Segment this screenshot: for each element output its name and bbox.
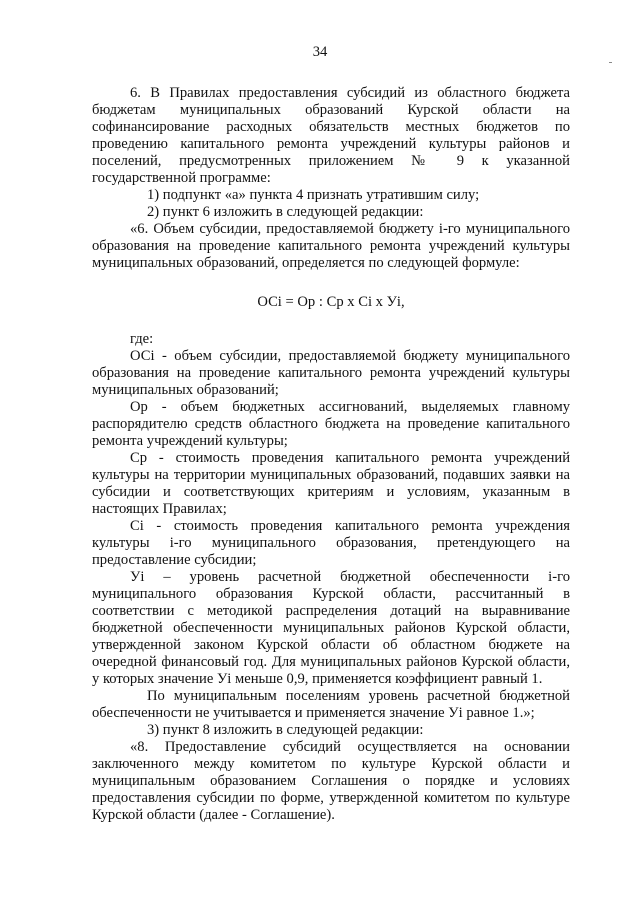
definition-si: Сi - стоимость проведения капитального ремонта учреждения культуры i-го муниципального образования, претендующего на предоставление субсидии; xyxy=(92,518,570,568)
page-number: 34 xyxy=(312,44,328,60)
definition-ui: Уi – уровень расчетной бюджетной обеспеченности i-го муниципального образования Курской области, рассчитанный в соответствии с методикой распределения дотаций на выравнивание бюджетной обеспеченности муниципальных районов Курской области, утвержденной законом Курской области об областном бюджете на очередной финансовый год. Для муниципальных районов Курской области, у которых значение Уi меньше 0,9, применяется коэффициент равный 1. xyxy=(92,569,570,687)
paragraph-where: где: xyxy=(130,331,154,347)
definition-osi: ОСi - объем субсидии, предоставляемой бюджету муниципального образования на проведение капитального ремонта учреждений культуры муниципальных образований; xyxy=(92,348,570,398)
paragraph-clause-8: «8. Предоставление субсидий осуществляется на основании заключенного между комитетом по культуре Курской области и муниципальным образованием Соглашения о порядке и условиях предоставления субсидии по форме, утвержденной комитетом по культуре Курской области (далее - Соглашение). xyxy=(92,739,570,823)
paragraph-item-2: 2) пункт 6 изложить в следующей редакции: xyxy=(147,204,424,220)
paragraph-settlements: По муниципальным поселениям уровень расчетной бюджетной обеспеченности не учитывается и применяется значение Уi равное 1.»; xyxy=(92,688,570,721)
definition-or: Ор - объем бюджетных ассигнований, выделяемых главному распорядителю средств областного бюджета на проведение капитального ремонта учреждений культуры; xyxy=(92,399,570,449)
scan-mark xyxy=(609,62,612,63)
document-body xyxy=(92,85,570,824)
paragraph-item-3: 3) пункт 8 изложить в следующей редакции: xyxy=(147,722,424,738)
paragraph-6-intro: 6. В Правилах предоставления субсидий из областного бюджета бюджетам муниципальных образований Курской области на софинансирование расходных обязательств местных бюджетов по проведению капитального ремонта учреждений культуры районов и поселений, предусмотренных приложением № 9 к указанной государственной программе: xyxy=(92,85,570,186)
paragraph-item-1: 1) подпункт «а» пункта 4 признать утратившим силу; xyxy=(147,187,480,203)
paragraph-clause-6: «6. Объем субсидии, предоставляемой бюджету i-го муниципального образования на проведение капитального ремонта учреждений культуры муниципальных образований, определяется по следующей формуле: xyxy=(92,221,570,271)
definition-sr: Ср - стоимость проведения капитального ремонта учреждений культуры на территории муниципальных образований, подавших заявки на субсидии и соответствующих критериям и условиям, указанным в настоящих Правилах; xyxy=(92,450,570,517)
formula: ОСi = Ор : Ср х Сi х Уi, xyxy=(257,294,405,310)
